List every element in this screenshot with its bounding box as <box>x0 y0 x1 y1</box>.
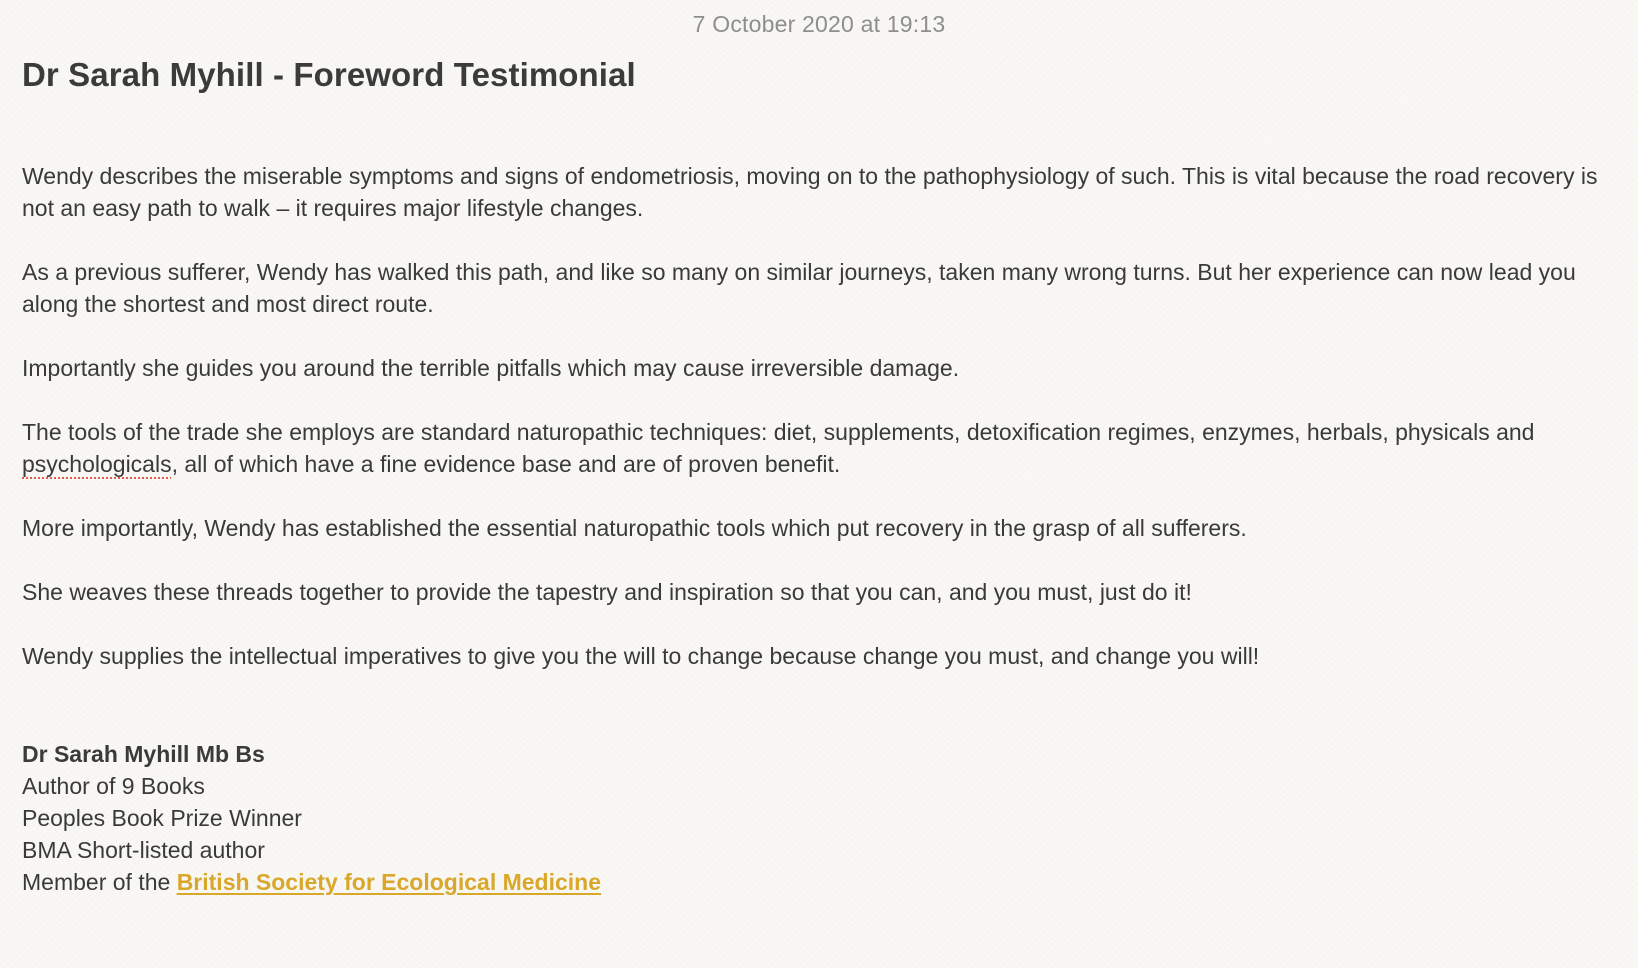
signature-name: Dr Sarah Myhill Mb Bs <box>22 741 265 767</box>
signature-membership <box>22 866 601 898</box>
signature-credential: BMA Short-listed author <box>22 837 265 863</box>
paragraph-text: The tools of the trade she employs are standard naturopathic techniques: diet, supplements, detoxification regimes, enzymes, herbals, physicals and <box>22 419 1535 445</box>
society-link[interactable]: British Society for Ecological Medicine <box>176 869 602 895</box>
paragraph-text: , all of which have a fine evidence base and are of proven benefit. <box>171 451 841 477</box>
membership-prefix: Member of the <box>22 869 177 895</box>
note-body[interactable] <box>22 160 1622 704</box>
signature-block <box>22 738 601 898</box>
note-timestamp: 7 October 2020 at 19:13 <box>692 11 946 37</box>
note-paragraph[interactable]: Wendy supplies the intellectual imperatives to give you the will to change because change you must, and change you will! <box>22 643 1260 669</box>
note-paragraph[interactable]: Importantly she guides you around the terrible pitfalls which may cause irreversible damage. <box>22 355 960 381</box>
note-title[interactable]: Dr Sarah Myhill - Foreword Testimonial <box>22 56 636 93</box>
signature-credential: Author of 9 Books <box>22 773 205 799</box>
note-paragraph[interactable]: Wendy describes the miserable symptoms and signs of endometriosis, moving on to the pathophysiology of such. This is vital because the road recovery is not an easy path to walk – it requires major lifestyle changes. <box>22 163 1598 221</box>
note-paragraph[interactable]: More importantly, Wendy has established the essential naturopathic tools which put recovery in the grasp of all sufferers. <box>22 515 1247 541</box>
signature-credential: Peoples Book Prize Winner <box>22 805 302 831</box>
note-paragraph[interactable]: As a previous sufferer, Wendy has walked this path, and like so many on similar journeys, taken many wrong turns. But her experience can now lead you along the shortest and most direct route. <box>22 259 1576 317</box>
note-paragraph[interactable] <box>22 416 1622 480</box>
note-paragraph[interactable]: She weaves these threads together to provide the tapestry and inspiration so that you can, and you must, just do it! <box>22 579 1192 605</box>
misspelled-word[interactable]: psychologicals <box>22 451 172 477</box>
